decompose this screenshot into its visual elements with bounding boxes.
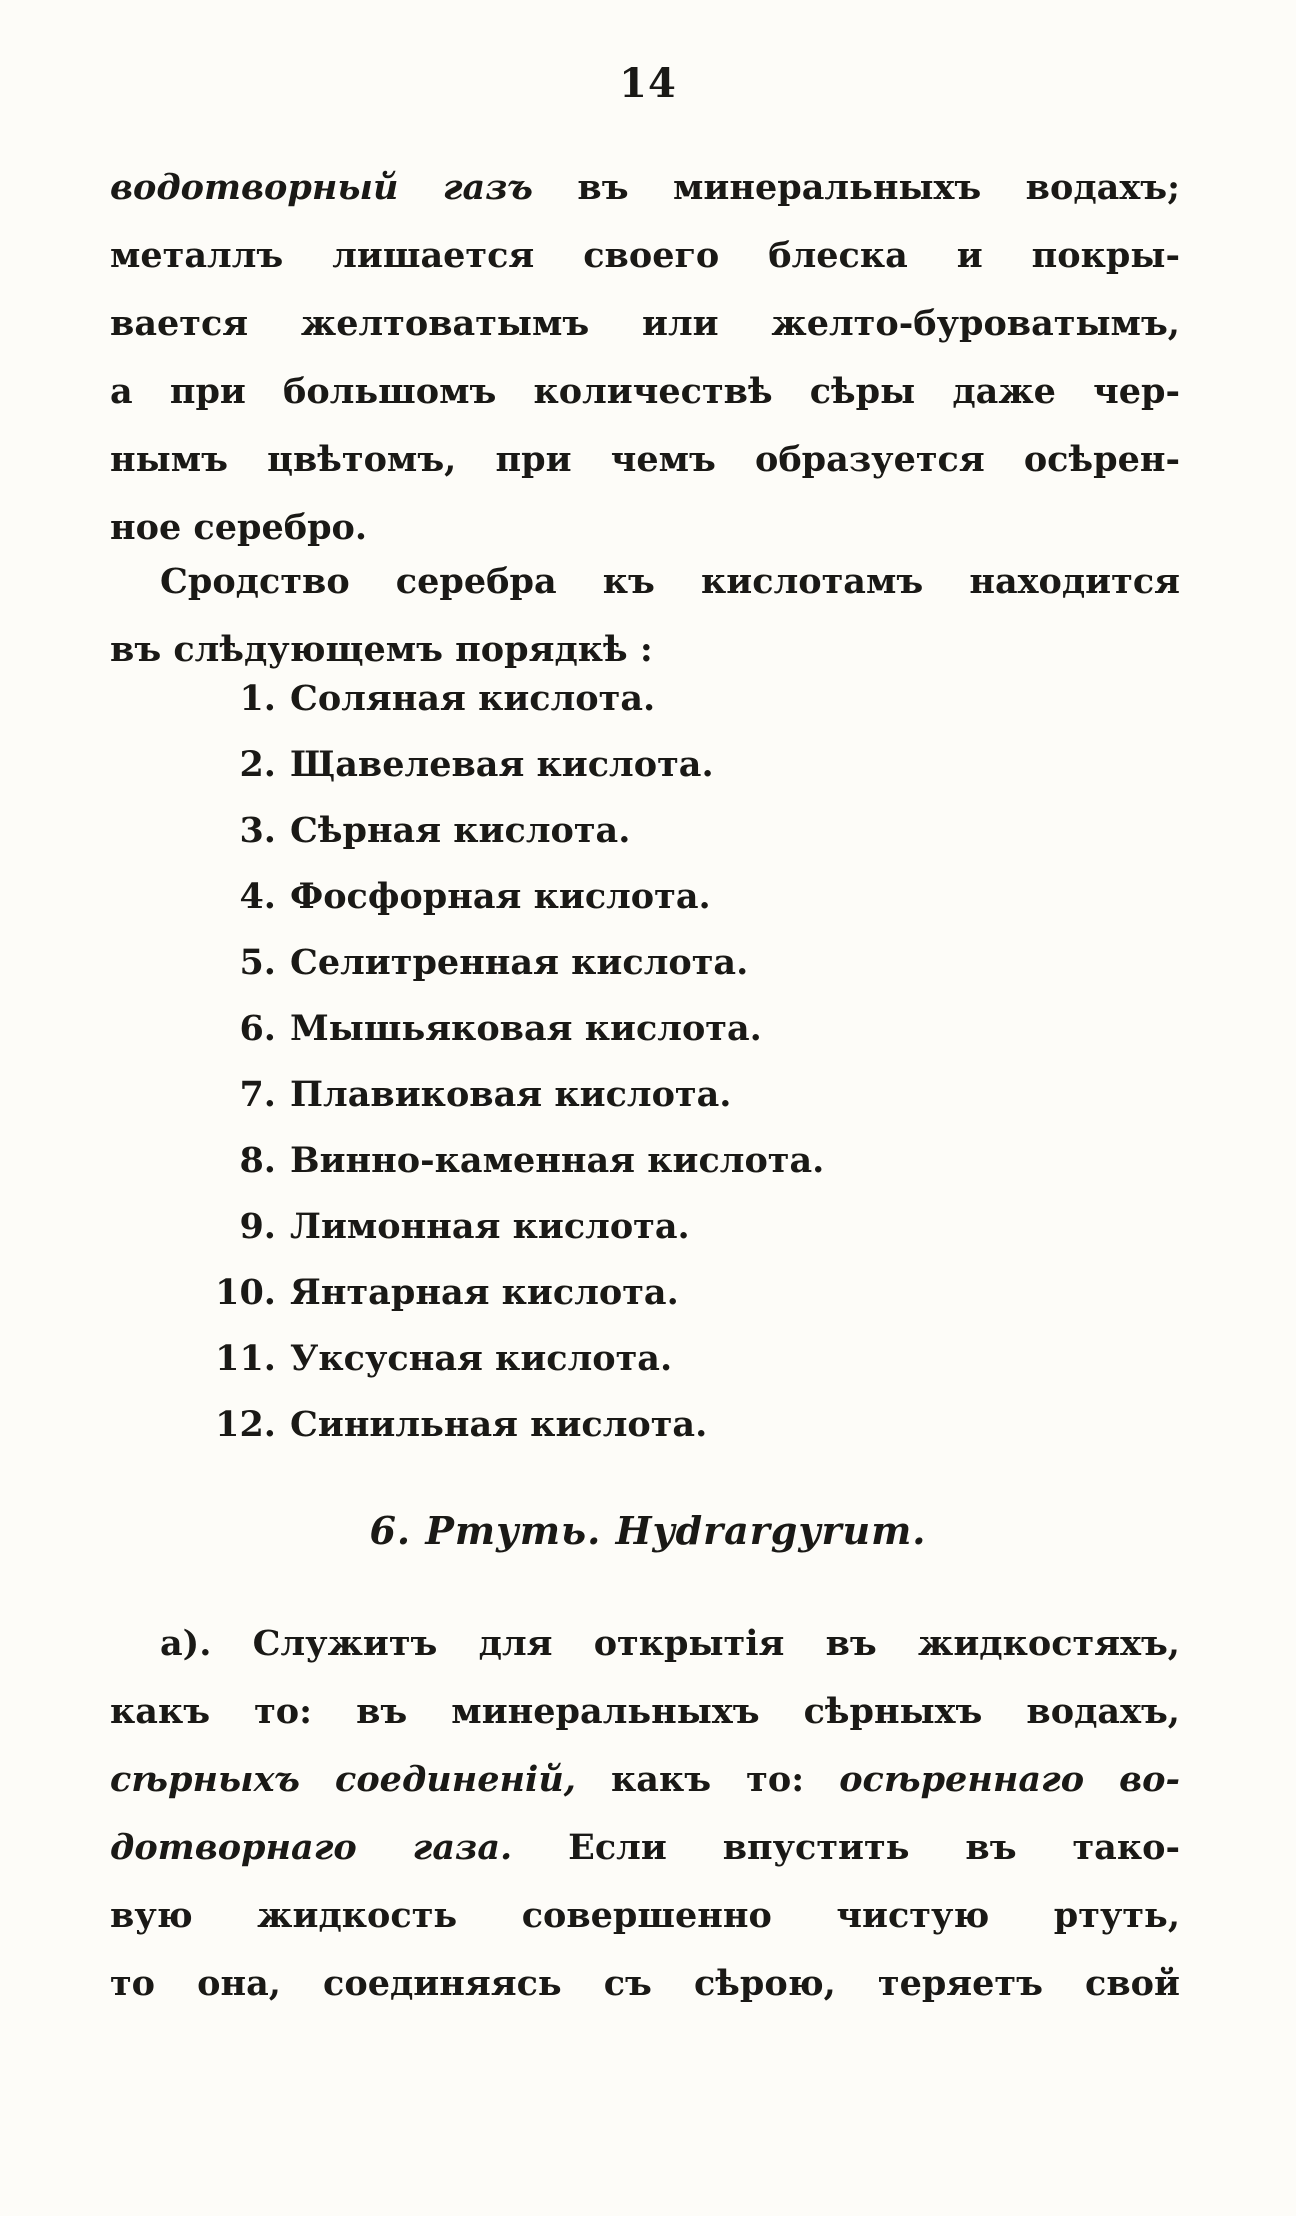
list-number: 11. [215,1338,276,1379]
text-line: въ слѣдующемъ порядкѣ : [110,629,653,670]
list-number: 4. [239,876,276,917]
acid-name: Сѣрная кислота. [290,810,631,851]
acid-name: Уксусная кислота. [290,1338,673,1379]
list-number: 9. [239,1206,276,1247]
text-line: то она, соединяясь съ сѣрою, теряетъ свой [110,1963,1180,2004]
acid-name: Фосфорная кислота. [290,876,711,917]
text-line: а при большомъ количествѣ сѣры даже чер- [110,371,1180,412]
list-number: 12. [215,1404,276,1445]
section-heading: 6. Ртуть. Hydrargyrum. [369,1508,927,1553]
list-item [110,1404,707,1468]
list-item [110,942,748,1006]
list-number: 3. [239,810,276,851]
acid-name: Мышьяковая кислота. [290,1008,762,1049]
italic-term: осѣреннаго во- [839,1759,1180,1800]
text-run: какъ то: [575,1759,840,1800]
text-line: Сродство серебра къ кислотамъ находится [160,561,1180,602]
list-item [110,810,630,874]
text-line: какъ то: въ минеральныхъ сѣрныхъ водахъ, [110,1691,1180,1732]
text-line: ное серебро. [110,507,368,548]
acid-name: Соляная кислота. [290,678,656,719]
acid-name: Селитренная кислота. [290,942,749,983]
list-item [110,876,711,940]
acid-name: Синильная кислота. [290,1404,708,1445]
text-line: нымъ цвѣтомъ, при чемъ образуется осѣрен- [110,439,1180,480]
list-item [110,1008,762,1072]
page-number: 14 [619,60,677,107]
paragraph-affinity-intro [110,548,1180,684]
acid-name: Щавелевая кислота. [290,744,714,785]
acid-name: Плавиковая кислота. [290,1074,732,1115]
italic-term: сѣрныхъ соединеній, [110,1759,576,1800]
list-number: 6. [239,1008,276,1049]
italic-term: водотворный газъ [110,167,533,208]
paragraph-mercury [110,1610,1180,2018]
text-run: въ минеральныхъ водахъ; [533,167,1180,208]
acid-name: Янтарная кислота. [290,1272,679,1313]
list-number: 1. [239,678,276,719]
text-run: Если впустить въ тако- [512,1827,1180,1868]
paragraph-silver-sulfur [110,154,1180,562]
list-number: 5. [239,942,276,983]
list-item [110,678,655,742]
list-item [110,1074,731,1138]
list-number: 7. [239,1074,276,1115]
text-line: вую жидкость совершенно чистую ртуть, [110,1895,1180,1936]
text-line [110,154,1180,222]
acid-name: Винно-каменная кислота. [290,1140,825,1181]
text-line: а). Служитъ для открытія въ жидкостяхъ, [160,1623,1180,1664]
list-item [110,1206,690,1270]
text-line [110,1814,1180,1882]
list-item [110,1272,679,1336]
list-item [110,744,714,808]
text-line [110,1746,1180,1814]
italic-term: дотворнаго газа. [110,1827,513,1868]
list-item [110,1338,672,1402]
list-number: 2. [239,744,276,785]
list-number: 10. [215,1272,276,1313]
list-number: 8. [239,1140,276,1181]
text-line: вается желтоватымъ или желто-буроватымъ, [110,303,1180,344]
acid-name: Лимонная кислота. [290,1206,690,1247]
text-line: металлъ лишается своего блеска и покры- [110,235,1180,276]
list-item [110,1140,824,1204]
